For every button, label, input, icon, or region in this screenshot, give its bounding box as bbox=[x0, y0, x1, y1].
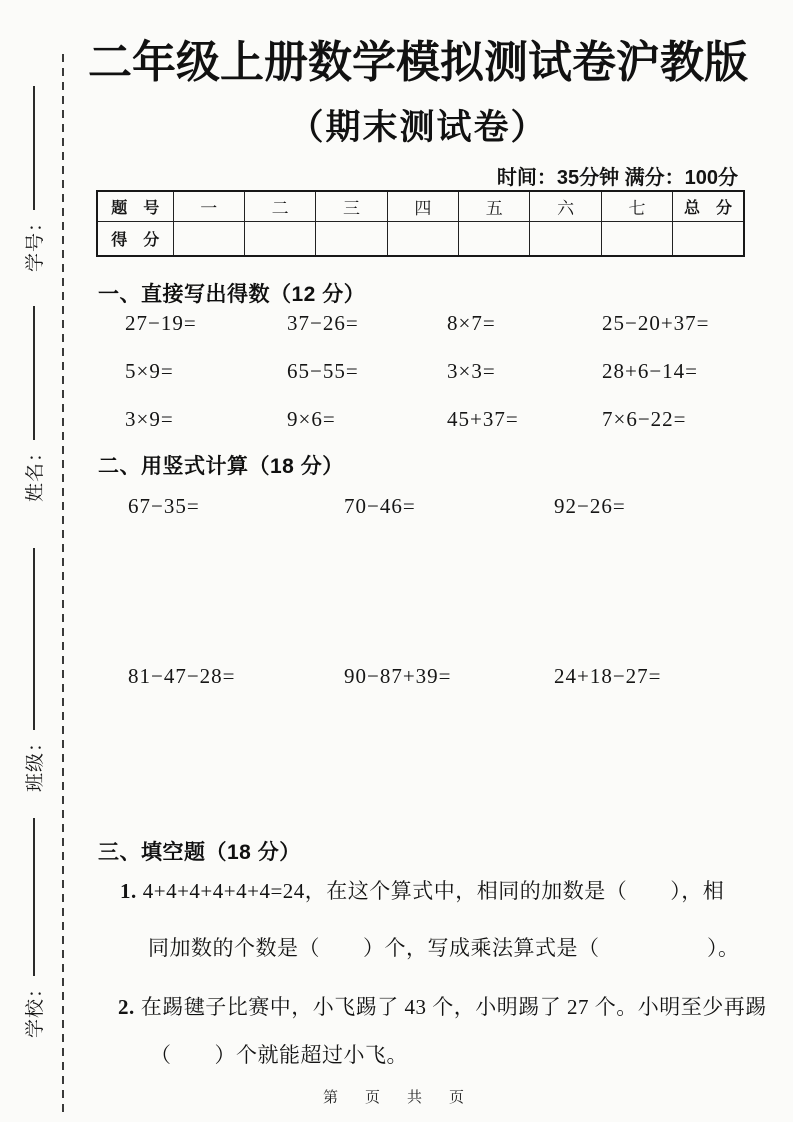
total-score-header: 总 分 bbox=[673, 191, 744, 221]
math-problem: 92−26= bbox=[554, 494, 626, 518]
fill-item-2-line-2 bbox=[150, 1043, 408, 1068]
fill-item-2-line-1 bbox=[118, 995, 767, 1020]
fill-item-text: 在踢毽子比赛中，小飞踢了 43 个，小明踢了 27 个。小明至少再踢 bbox=[140, 995, 767, 1019]
score-cell bbox=[601, 221, 672, 256]
section1-problem-grid bbox=[96, 312, 756, 431]
school-blank-line bbox=[32, 818, 35, 976]
score-cell bbox=[244, 221, 315, 256]
seal-fold-dashed-line bbox=[62, 54, 64, 1116]
math-problem: 3×9= bbox=[125, 407, 174, 431]
math-problem: 65−55= bbox=[287, 359, 359, 383]
score-cell bbox=[387, 221, 458, 256]
math-problem: 45+37= bbox=[447, 407, 519, 431]
math-problem: 37−26= bbox=[287, 311, 359, 335]
section3-heading: 三、填空题（18 分） bbox=[98, 841, 301, 864]
math-problem: 90−87+39= bbox=[344, 664, 452, 688]
name-blank-line bbox=[32, 306, 35, 440]
score-cell bbox=[673, 221, 744, 256]
score-cell bbox=[530, 221, 601, 256]
col-header-3: 三 bbox=[316, 191, 387, 221]
col-header-4: 四 bbox=[387, 191, 458, 221]
item-number: 2. bbox=[118, 995, 135, 1019]
score-cell bbox=[173, 221, 244, 256]
math-problem: 70−46= bbox=[344, 494, 416, 518]
section2-heading: 二、用竖式计算（18 分） bbox=[98, 455, 344, 478]
math-problem: 24+18−27= bbox=[554, 664, 662, 688]
math-problem: 7×6−22= bbox=[602, 407, 687, 431]
page-footer: 第 页 共 页 bbox=[322, 1089, 470, 1106]
col-header-6: 六 bbox=[530, 191, 601, 221]
score-table-header-row bbox=[97, 191, 744, 221]
section1-heading: 一、直接写出得数（12 分） bbox=[98, 283, 366, 306]
fill-item-text: 同加数的个数是（ ）个，写成乘法算式是（ ）。 bbox=[148, 936, 740, 960]
col-header-1: 一 bbox=[173, 191, 244, 221]
margin-field-class bbox=[18, 544, 48, 792]
fill-item-text: 4+4+4+4+4+4=24，在这个算式中，相同的加数是（ ），相 bbox=[142, 879, 725, 903]
math-problem: 3×3= bbox=[447, 359, 496, 383]
fill-item-1-line-2 bbox=[148, 936, 740, 961]
margin-field-name bbox=[18, 306, 48, 502]
math-problem: 9×6= bbox=[287, 407, 336, 431]
col-header-5: 五 bbox=[459, 191, 530, 221]
math-problem: 8×7= bbox=[447, 311, 496, 335]
math-problem: 28+6−14= bbox=[602, 359, 699, 383]
fill-item-text: （ ）个就能超过小飞。 bbox=[150, 1043, 408, 1067]
math-problem: 81−47−28= bbox=[128, 664, 236, 688]
score-table bbox=[96, 190, 745, 257]
score-table-score-row bbox=[97, 221, 744, 256]
math-problem: 25−20+37= bbox=[602, 311, 710, 335]
page-subtitle: （期末测试卷） bbox=[288, 108, 548, 147]
class-blank-line bbox=[32, 548, 35, 730]
section2-problem-grid bbox=[96, 495, 756, 688]
math-problem: 27−19= bbox=[125, 311, 197, 335]
page-title: 二年级上册数学模拟测试卷沪教版 bbox=[88, 38, 748, 87]
time-score-info: 时间：35分钟 满分：100分 bbox=[496, 167, 738, 189]
margin-field-school bbox=[18, 814, 48, 1038]
score-cell bbox=[459, 221, 530, 256]
math-problem: 67−35= bbox=[128, 494, 200, 518]
math-problem: 5×9= bbox=[125, 359, 174, 383]
school-label: 学校： bbox=[24, 977, 46, 1038]
margin-field-student-id bbox=[18, 85, 48, 272]
student-id-label: 学号： bbox=[24, 211, 46, 272]
student-id-blank-line bbox=[32, 86, 35, 210]
item-number: 1. bbox=[120, 879, 137, 903]
name-label: 姓名： bbox=[24, 441, 46, 502]
class-label: 班级： bbox=[24, 731, 46, 792]
fill-item-1-line-1 bbox=[120, 879, 724, 904]
col-header-2: 二 bbox=[244, 191, 315, 221]
col-header-7: 七 bbox=[601, 191, 672, 221]
question-number-header: 题 号 bbox=[97, 191, 173, 221]
score-row-label: 得 分 bbox=[97, 221, 173, 256]
score-cell bbox=[316, 221, 387, 256]
